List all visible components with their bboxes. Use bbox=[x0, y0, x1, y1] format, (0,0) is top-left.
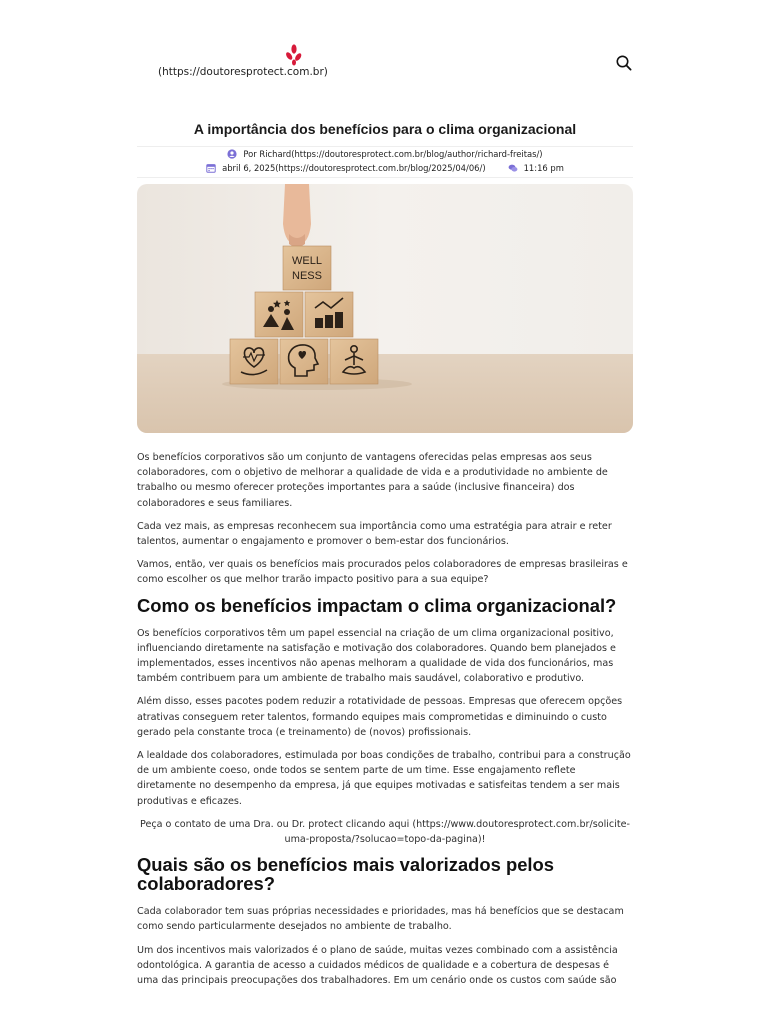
section-heading: Como os benefícios impactam o clima organizacional? bbox=[137, 594, 617, 616]
paragraph: Cada vez mais, as empresas reconhecem sua importância como uma estratégia para atrair e reter talentos, aumentar o engajamento e promover o bem-estar dos funcionários. bbox=[137, 520, 612, 548]
search-icon[interactable] bbox=[614, 53, 634, 73]
paragraph: Além disso, esses pacotes podem reduzir a rotatividade de pessoas. Empresas que oferecem opções atrativas conseguem reter talentos, formando equipes mais comprometidas e diminuindo o custo gerado pela constante troca (e treinamento) de (novos) profissionais. bbox=[137, 696, 623, 738]
author-link[interactable]: Por Richard(https://doutoresprotect.com.br/blog/author/richard-freitas/) bbox=[243, 149, 543, 159]
author-line bbox=[137, 149, 633, 159]
comments-icon bbox=[508, 163, 518, 173]
article-body bbox=[137, 450, 633, 996]
block-text-well: WELL bbox=[292, 255, 322, 267]
divider bbox=[137, 177, 633, 178]
contact-cta-link[interactable]: Peça o contato de uma Dra. ou Dr. protect clicando aqui (https://www.doutoresprotect.com.br/solicite-uma-proposta/?solucao=topo-da-pagina)! bbox=[140, 818, 630, 846]
article-title: A importância dos benefícios para o clima organizacional bbox=[193, 121, 577, 137]
block-text-ness: NESS bbox=[292, 270, 322, 282]
paragraph: Os benefícios corporativos são um conjunto de vantagens oferecidas pelas empresas aos seus colaboradores, com o objetivo de melhorar a qualidade de vida e a produtividade no ambiente de trabalho ou mesmo oferecer proteções importantes para a saúde (inclusive financeira) dos colaboradores e seus familiares. bbox=[137, 452, 608, 509]
calendar-icon bbox=[206, 163, 216, 173]
divider bbox=[137, 146, 633, 147]
site-url-link[interactable]: (https://doutoresprotect.com.br) bbox=[158, 66, 328, 78]
paragraph: A lealdade dos colaboradores, estimulada por boas condições de trabalho, contribui para a construção de um ambiente coeso, onde todos se sentem parte de um time. Esse engajamento reflete diretamente no desempenho da empresa, já que equipes motivadas e satisfeitas tendem a ser mais produtivas e eficazes. bbox=[137, 750, 631, 807]
paragraph: Os benefícios corporativos têm um papel essencial na criação de um clima organizacional positivo, influenciando diretamente na satisfação e motivação dos colaboradores. Quando bem planejados e implementados, esses incentivos não apenas melhoram a qualidade de vida dos funcionários, mas também contribuem para um ambiente de trabalho mais saudável, colaborativo e produtivo. bbox=[137, 627, 616, 685]
site-header bbox=[0, 0, 768, 110]
flower-logo-icon[interactable] bbox=[285, 44, 303, 66]
date-line bbox=[137, 163, 633, 173]
paragraph: Cada colaborador tem suas próprias necessidades e prioridades, mas há benefícios que se destacam como sendo particularmente desejados no ambiente de trabalho. bbox=[137, 906, 624, 933]
wellness-blocks-illustration bbox=[137, 184, 633, 433]
paragraph: Vamos, então, ver quais os benefícios mais procurados pelos colaboradores de empresas brasileiras e como escolher os que melhor trarão impacto positivo para a sua equipe? bbox=[137, 559, 628, 586]
paragraph: Um dos incentivos mais valorizados é o plano de saúde, muitas vezes combinado com a assistência odontológica. A garantia de acesso a cuidados médicos de qualidade e a cobertura de despesas é uma das principais preocupações dos trabalhadores. Em um cenário onde os custos com saúde são bbox=[137, 944, 618, 987]
date-link[interactable]: abril 6, 2025(https://doutoresprotect.com.br/blog/2025/04/06/) bbox=[222, 163, 486, 173]
hero-image bbox=[137, 184, 633, 433]
user-icon bbox=[227, 149, 237, 159]
post-time: 11:16 pm bbox=[523, 163, 564, 173]
section-heading: Quais são os benefícios mais valorizados pelos colaboradores? bbox=[137, 854, 555, 895]
